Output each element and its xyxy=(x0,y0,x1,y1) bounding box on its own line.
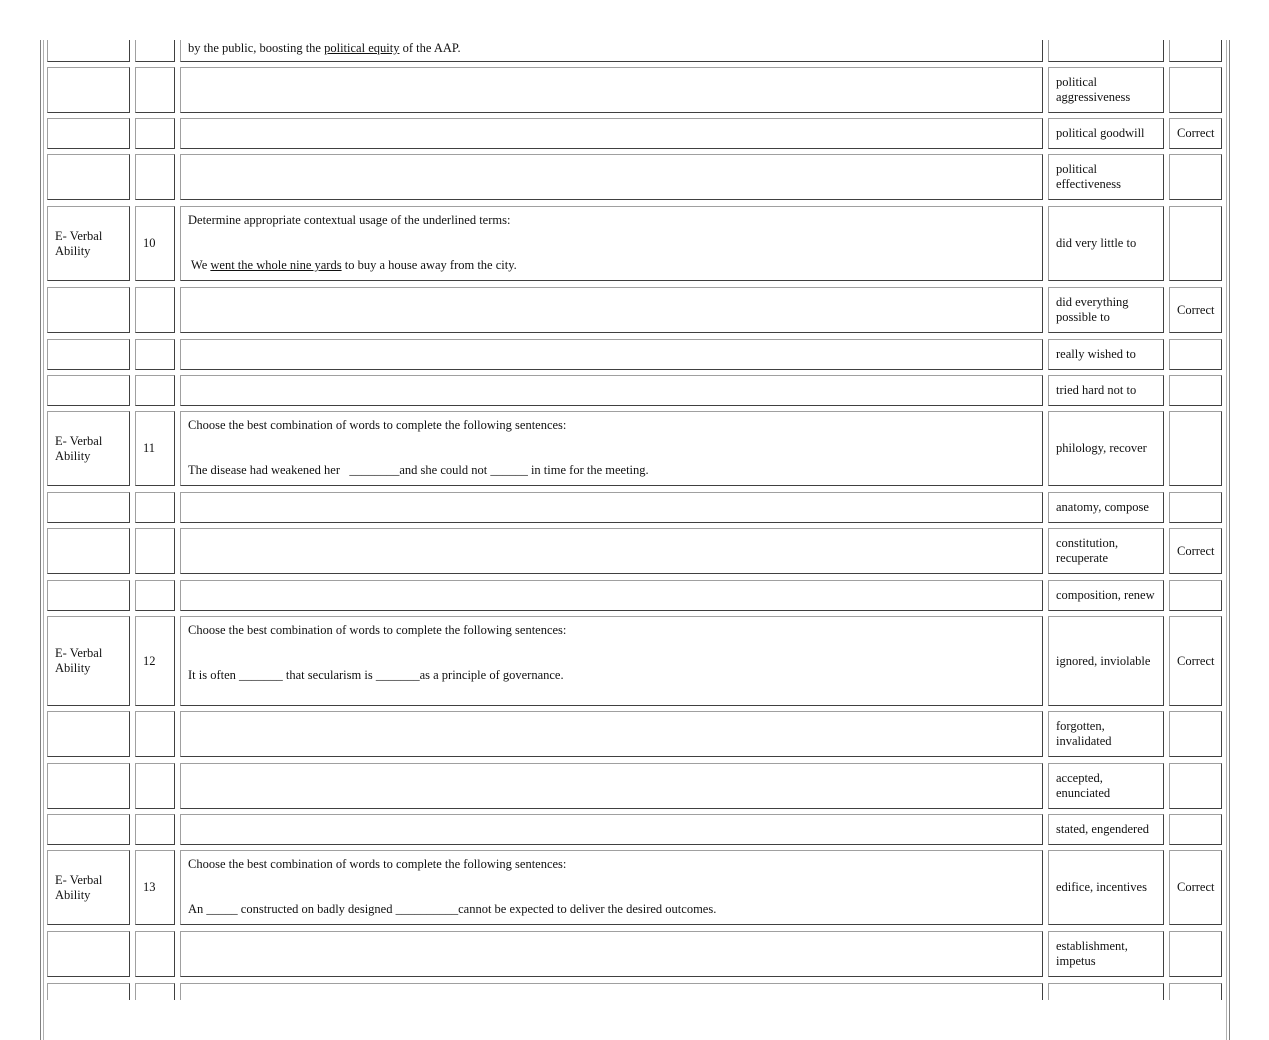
question-cell xyxy=(180,411,1043,486)
section-cell xyxy=(47,711,130,757)
option-cell: political goodwill xyxy=(1048,118,1164,149)
option-cell: did very little to xyxy=(1048,206,1164,281)
status-cell xyxy=(1169,931,1222,977)
number-cell xyxy=(135,40,175,62)
section-cell xyxy=(47,931,130,977)
section-cell xyxy=(47,118,130,149)
number-cell xyxy=(135,711,175,757)
number-cell xyxy=(135,931,175,977)
underlined-term: political equity xyxy=(324,41,400,55)
status-cell xyxy=(1169,154,1222,200)
status-cell xyxy=(1169,580,1222,611)
question-cell xyxy=(180,983,1043,1000)
number-cell: 12 xyxy=(135,616,175,706)
question-instruction: Choose the best combination of words to complete the following sentences: xyxy=(188,623,567,637)
question-cell xyxy=(180,67,1043,113)
section-cell xyxy=(47,375,130,406)
option-cell: establishment, impetus xyxy=(1048,931,1164,977)
number-cell xyxy=(135,118,175,149)
section-cell: E- Verbal Ability xyxy=(47,206,130,281)
section-cell xyxy=(47,492,130,523)
option-cell xyxy=(1048,40,1164,62)
section-cell xyxy=(47,580,130,611)
option-cell: philology, recover xyxy=(1048,411,1164,486)
option-cell: accepted, enunciated xyxy=(1048,763,1164,809)
option-cell: anatomy, compose xyxy=(1048,492,1164,523)
status-cell xyxy=(1169,763,1222,809)
number-cell xyxy=(135,339,175,370)
status-cell xyxy=(1169,983,1222,1000)
section-cell xyxy=(47,67,130,113)
status-cell xyxy=(1169,492,1222,523)
question-cell xyxy=(180,763,1043,809)
question-instruction: Choose the best combination of words to complete the following sentences: xyxy=(188,418,567,432)
question-cell xyxy=(180,616,1043,706)
option-cell: composition, renew xyxy=(1048,580,1164,611)
sentence-text: to buy a house away from the city. xyxy=(341,258,517,272)
section-cell: E- Verbal Ability xyxy=(47,411,130,486)
question-sentence xyxy=(188,258,1035,273)
section-cell xyxy=(47,154,130,200)
number-cell xyxy=(135,154,175,200)
section-cell xyxy=(47,763,130,809)
sentence-text: of the AAP. xyxy=(399,41,461,55)
question-sentence: An _____ constructed on badly designed __________cannot be expected to deliver the desired outcomes. xyxy=(188,902,717,916)
option-cell: stated, engendered xyxy=(1048,814,1164,845)
option-cell: forgotten, invalidated xyxy=(1048,711,1164,757)
question-cell xyxy=(180,375,1043,406)
question-cell xyxy=(180,814,1043,845)
option-cell: really wished to xyxy=(1048,339,1164,370)
status-cell: Correct xyxy=(1169,616,1222,706)
option-cell xyxy=(1048,983,1164,1000)
number-cell xyxy=(135,580,175,611)
question-cell xyxy=(180,206,1043,281)
option-cell: constitution, recuperate xyxy=(1048,528,1164,574)
section-cell xyxy=(47,40,130,62)
underlined-term: went the whole nine yards xyxy=(210,258,342,272)
status-cell xyxy=(1169,339,1222,370)
sentence-text: We xyxy=(188,258,211,272)
question-cell xyxy=(180,339,1043,370)
question-cell xyxy=(180,931,1043,977)
status-cell xyxy=(1169,67,1222,113)
section-cell xyxy=(47,528,130,574)
option-cell: tried hard not to xyxy=(1048,375,1164,406)
option-cell: ignored, inviolable xyxy=(1048,616,1164,706)
sentence-text: by the public, boosting the xyxy=(188,41,325,55)
number-cell: 11 xyxy=(135,411,175,486)
status-cell xyxy=(1169,814,1222,845)
question-cell xyxy=(180,528,1043,574)
question-instruction: Choose the best combination of words to complete the following sentences: xyxy=(188,857,567,871)
option-cell: political aggressiveness xyxy=(1048,67,1164,113)
question-cell xyxy=(180,118,1043,149)
option-cell: edifice, incentives xyxy=(1048,850,1164,925)
question-cell xyxy=(180,287,1043,333)
section-cell xyxy=(47,287,130,333)
question-cell xyxy=(180,711,1043,757)
number-cell: 10 xyxy=(135,206,175,281)
status-cell xyxy=(1169,206,1222,281)
number-cell: 13 xyxy=(135,850,175,925)
number-cell xyxy=(135,763,175,809)
section-cell: E- Verbal Ability xyxy=(47,850,130,925)
section-cell: E- Verbal Ability xyxy=(47,616,130,706)
number-cell xyxy=(135,983,175,1000)
question-cell xyxy=(180,850,1043,925)
section-cell xyxy=(47,339,130,370)
question-sentence: It is often _______ that secularism is _______as a principle of governance. xyxy=(188,668,564,682)
status-cell xyxy=(1169,40,1222,62)
number-cell xyxy=(135,528,175,574)
question-cell xyxy=(180,492,1043,523)
option-cell: did everything possible to xyxy=(1048,287,1164,333)
number-cell xyxy=(135,814,175,845)
status-cell: Correct xyxy=(1169,528,1222,574)
question-cell xyxy=(180,154,1043,200)
number-cell xyxy=(135,492,175,523)
status-cell xyxy=(1169,711,1222,757)
status-cell xyxy=(1169,375,1222,406)
status-cell xyxy=(1169,411,1222,486)
option-cell: political effectiveness xyxy=(1048,154,1164,200)
question-sentence: The disease had weakened her ________and she could not ______ in time for the meeting. xyxy=(188,463,649,477)
status-cell: Correct xyxy=(1169,287,1222,333)
question-instruction: Determine appropriate contextual usage of the underlined terms: xyxy=(188,213,511,227)
section-cell xyxy=(47,983,130,1000)
number-cell xyxy=(135,287,175,333)
question-cell xyxy=(180,40,1043,62)
section-cell xyxy=(47,814,130,845)
number-cell xyxy=(135,375,175,406)
number-cell xyxy=(135,67,175,113)
status-cell: Correct xyxy=(1169,850,1222,925)
question-cell xyxy=(180,580,1043,611)
status-cell: Correct xyxy=(1169,118,1222,149)
